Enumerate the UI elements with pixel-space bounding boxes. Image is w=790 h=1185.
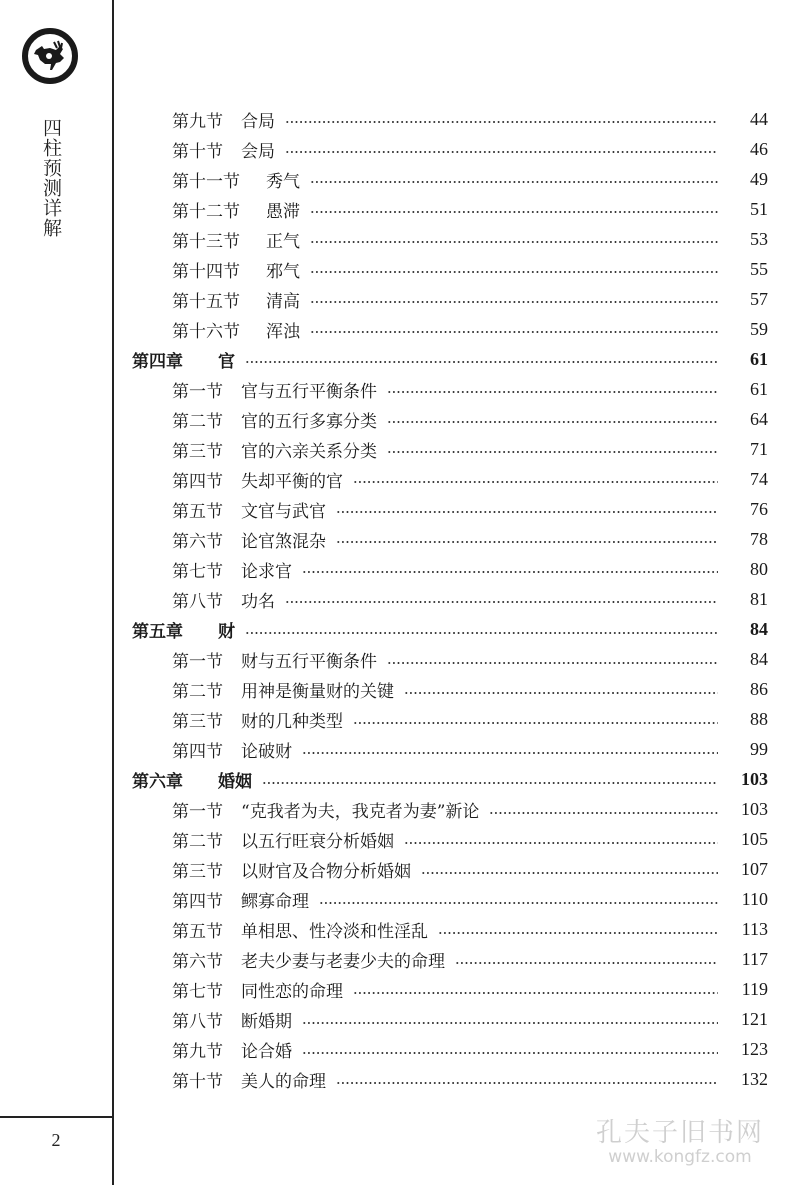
section-title: 正气 [266, 231, 300, 252]
chapter-number: 第四章 [132, 351, 183, 372]
section-number: 第四节 [172, 742, 223, 763]
toc-section-row[interactable] [0, 1036, 790, 1064]
page-reference: 132 [741, 1069, 768, 1090]
chapter-title: 婚姻 [218, 772, 252, 793]
toc-section-row[interactable] [0, 525, 790, 553]
page-reference: 61 [750, 378, 768, 399]
dot-leader [310, 181, 718, 183]
toc-section-row[interactable] [0, 946, 790, 974]
section-number: 第十六节 [172, 321, 240, 342]
section-number: 第八节 [172, 591, 223, 612]
toc-section-row[interactable] [0, 646, 790, 674]
section-title: 功名 [241, 591, 275, 612]
toc-section-row[interactable] [0, 1066, 790, 1094]
dot-leader [387, 421, 718, 423]
section-title: 单相思、性冷淡和性淫乱 [241, 922, 428, 943]
section-number: 第二节 [172, 411, 223, 432]
section-number: 第五节 [172, 922, 223, 943]
section-title: 合局 [241, 111, 275, 132]
page-reference: 46 [750, 138, 768, 159]
dot-leader [319, 902, 718, 904]
toc-section-row[interactable] [0, 135, 790, 163]
page-reference: 57 [750, 288, 768, 309]
dot-leader [336, 541, 718, 543]
section-title: 断婚期 [241, 1012, 292, 1033]
page-reference: 86 [750, 679, 768, 700]
dot-leader [262, 782, 718, 784]
toc-section-row[interactable] [0, 405, 790, 433]
dot-leader [387, 451, 718, 453]
dot-leader [302, 1052, 718, 1054]
section-title: 浑浊 [266, 321, 300, 342]
toc-section-row[interactable] [0, 706, 790, 734]
toc-section-row[interactable] [0, 736, 790, 764]
section-title: 鳏寡命理 [241, 892, 309, 913]
page-reference: 99 [750, 739, 768, 760]
dot-leader [310, 241, 718, 243]
page-reference: 88 [750, 709, 768, 730]
page-reference: 110 [741, 889, 768, 910]
section-number: 第一节 [172, 381, 223, 402]
page-reference: 64 [750, 408, 768, 429]
dot-leader [336, 1082, 718, 1084]
dot-leader [245, 632, 718, 634]
dot-leader [302, 571, 718, 573]
section-number: 第十四节 [172, 261, 240, 282]
dot-leader [310, 271, 718, 273]
dot-leader [404, 842, 718, 844]
section-title: 愚滞 [266, 201, 300, 222]
section-title: 论合婚 [241, 1042, 292, 1063]
toc-section-row[interactable] [0, 105, 790, 133]
toc-section-row[interactable] [0, 916, 790, 944]
watermark-url: www.kongfz.com [608, 1147, 752, 1167]
section-title: 失却平衡的官 [241, 471, 343, 492]
dot-leader [285, 121, 718, 123]
page-reference: 78 [750, 528, 768, 549]
page-reference: 84 [750, 619, 768, 639]
dot-leader [489, 812, 718, 814]
dot-leader [421, 872, 718, 874]
section-number: 第十一节 [172, 171, 240, 192]
section-title: 文官与武官 [241, 501, 326, 522]
section-number: 第三节 [172, 441, 223, 462]
section-title: 财的几种类型 [241, 712, 343, 733]
section-title: 邪气 [266, 261, 300, 282]
section-title: 以五行旺衰分析婚姻 [241, 832, 394, 853]
phoenix-emblem-icon [22, 28, 78, 84]
dot-leader [310, 331, 718, 333]
page-reference: 61 [750, 348, 768, 369]
section-number: 第十节 [172, 1072, 223, 1093]
section-title: 官的五行多寡分类 [241, 411, 377, 432]
section-title: 用神是衡量财的关键 [241, 682, 394, 703]
toc-section-row[interactable] [0, 1006, 790, 1034]
dot-leader [245, 361, 718, 363]
toc-section-row[interactable] [0, 826, 790, 854]
section-number: 第六节 [172, 952, 223, 973]
page-reference: 44 [750, 108, 768, 129]
dot-leader [455, 962, 718, 964]
section-title: 会局 [241, 141, 275, 162]
section-number: 第一节 [172, 652, 223, 673]
toc-chapter-row[interactable] [0, 345, 790, 373]
dot-leader [387, 662, 718, 664]
section-number: 第十三节 [172, 231, 240, 252]
toc-section-row[interactable] [0, 976, 790, 1004]
section-title: 论破财 [241, 742, 292, 763]
page-reference: 74 [750, 468, 768, 489]
section-number: 第十二节 [172, 201, 240, 222]
page-reference: 113 [741, 919, 768, 940]
section-title: 同性恋的命理 [241, 982, 343, 1003]
section-title: 财与五行平衡条件 [241, 652, 377, 673]
section-number: 第二节 [172, 682, 223, 703]
watermark [580, 1112, 780, 1167]
section-title: 老夫少妻与老妻少夫的命理 [241, 952, 445, 973]
book-spine-title: 四柱预测详解 [40, 118, 62, 238]
page-reference: 49 [750, 168, 768, 189]
dot-leader [387, 391, 718, 393]
section-number: 第三节 [172, 862, 223, 883]
page-reference: 117 [741, 949, 768, 970]
chapter-title: 官 [218, 351, 235, 372]
dot-leader [302, 1022, 718, 1024]
toc-section-row[interactable] [0, 285, 790, 313]
dot-leader [285, 151, 718, 153]
dot-leader [353, 481, 718, 483]
dot-leader [310, 211, 718, 213]
section-title: 以财官及合物分析婚姻 [241, 862, 411, 883]
toc-section-row[interactable] [0, 856, 790, 884]
page-reference: 103 [741, 799, 768, 820]
page-reference: 119 [741, 979, 768, 1000]
page-reference: 121 [741, 1009, 768, 1030]
watermark-name: 孔夫子旧书网 [595, 1118, 764, 1148]
page-reference: 51 [750, 198, 768, 219]
section-title: 官的六亲关系分类 [241, 441, 377, 462]
section-number: 第七节 [172, 561, 223, 582]
toc-section-row[interactable] [0, 225, 790, 253]
section-number: 第六节 [172, 531, 223, 552]
dot-leader [285, 601, 718, 603]
page-reference: 55 [750, 258, 768, 279]
page-reference: 80 [750, 558, 768, 579]
page-reference: 53 [750, 228, 768, 249]
page-reference: 107 [741, 859, 768, 880]
section-number: 第九节 [172, 1042, 223, 1063]
toc-section-row[interactable] [0, 255, 790, 283]
section-title: 论求官 [241, 561, 292, 582]
toc-section-row[interactable] [0, 195, 790, 223]
section-number: 第五节 [172, 501, 223, 522]
section-title: 论官煞混杂 [241, 531, 326, 552]
dot-leader [353, 722, 718, 724]
dot-leader [302, 752, 718, 754]
dot-leader [336, 511, 718, 513]
page-reference: 71 [750, 438, 768, 459]
page-reference: 81 [750, 588, 768, 609]
dot-leader [353, 992, 718, 994]
section-title: 清高 [266, 291, 300, 312]
page-reference: 123 [741, 1039, 768, 1060]
chapter-number: 第六章 [132, 772, 183, 793]
dot-leader [404, 692, 718, 694]
section-number: 第十五节 [172, 291, 240, 312]
section-number: 第二节 [172, 832, 223, 853]
page-reference: 103 [741, 769, 768, 790]
toc-section-row[interactable] [0, 315, 790, 343]
page-reference: 59 [750, 318, 768, 339]
chapter-number: 第五章 [132, 622, 183, 642]
toc-section-row[interactable] [0, 375, 790, 403]
dot-leader [310, 301, 718, 303]
section-title: 秀气 [266, 171, 300, 192]
section-number: 第四节 [172, 471, 223, 492]
toc-section-row[interactable] [0, 165, 790, 193]
chapter-title: 财 [218, 622, 235, 642]
toc-section-row[interactable] [0, 435, 790, 463]
page-reference: 105 [741, 829, 768, 850]
section-title: “克我者为夫，我克者为妻”新论 [241, 802, 480, 823]
phoenix-icon [30, 36, 70, 76]
toc-section-row[interactable] [0, 585, 790, 613]
toc-chapter-row[interactable] [0, 766, 790, 794]
page-reference: 76 [750, 498, 768, 519]
section-title: 官与五行平衡条件 [241, 381, 377, 402]
section-number: 第九节 [172, 111, 223, 132]
toc-chapter-row[interactable] [0, 616, 790, 644]
toc-section-row[interactable] [0, 555, 790, 583]
section-number: 第三节 [172, 712, 223, 733]
section-number: 第十节 [172, 141, 223, 162]
margin-divider-horizontal [0, 1116, 114, 1118]
toc-section-row[interactable] [0, 676, 790, 704]
section-number: 第七节 [172, 982, 223, 1003]
toc-section-row[interactable] [0, 465, 790, 493]
dot-leader [438, 932, 718, 934]
section-number: 第八节 [172, 1012, 223, 1033]
section-title: 美人的命理 [241, 1072, 326, 1093]
section-number: 第四节 [172, 892, 223, 913]
section-number: 第一节 [172, 802, 223, 823]
page-reference: 84 [750, 649, 768, 670]
toc-section-row[interactable] [0, 495, 790, 523]
toc-section-row[interactable] [0, 886, 790, 914]
toc-section-row[interactable] [0, 796, 790, 824]
page-number: 2 [51, 1130, 61, 1150]
